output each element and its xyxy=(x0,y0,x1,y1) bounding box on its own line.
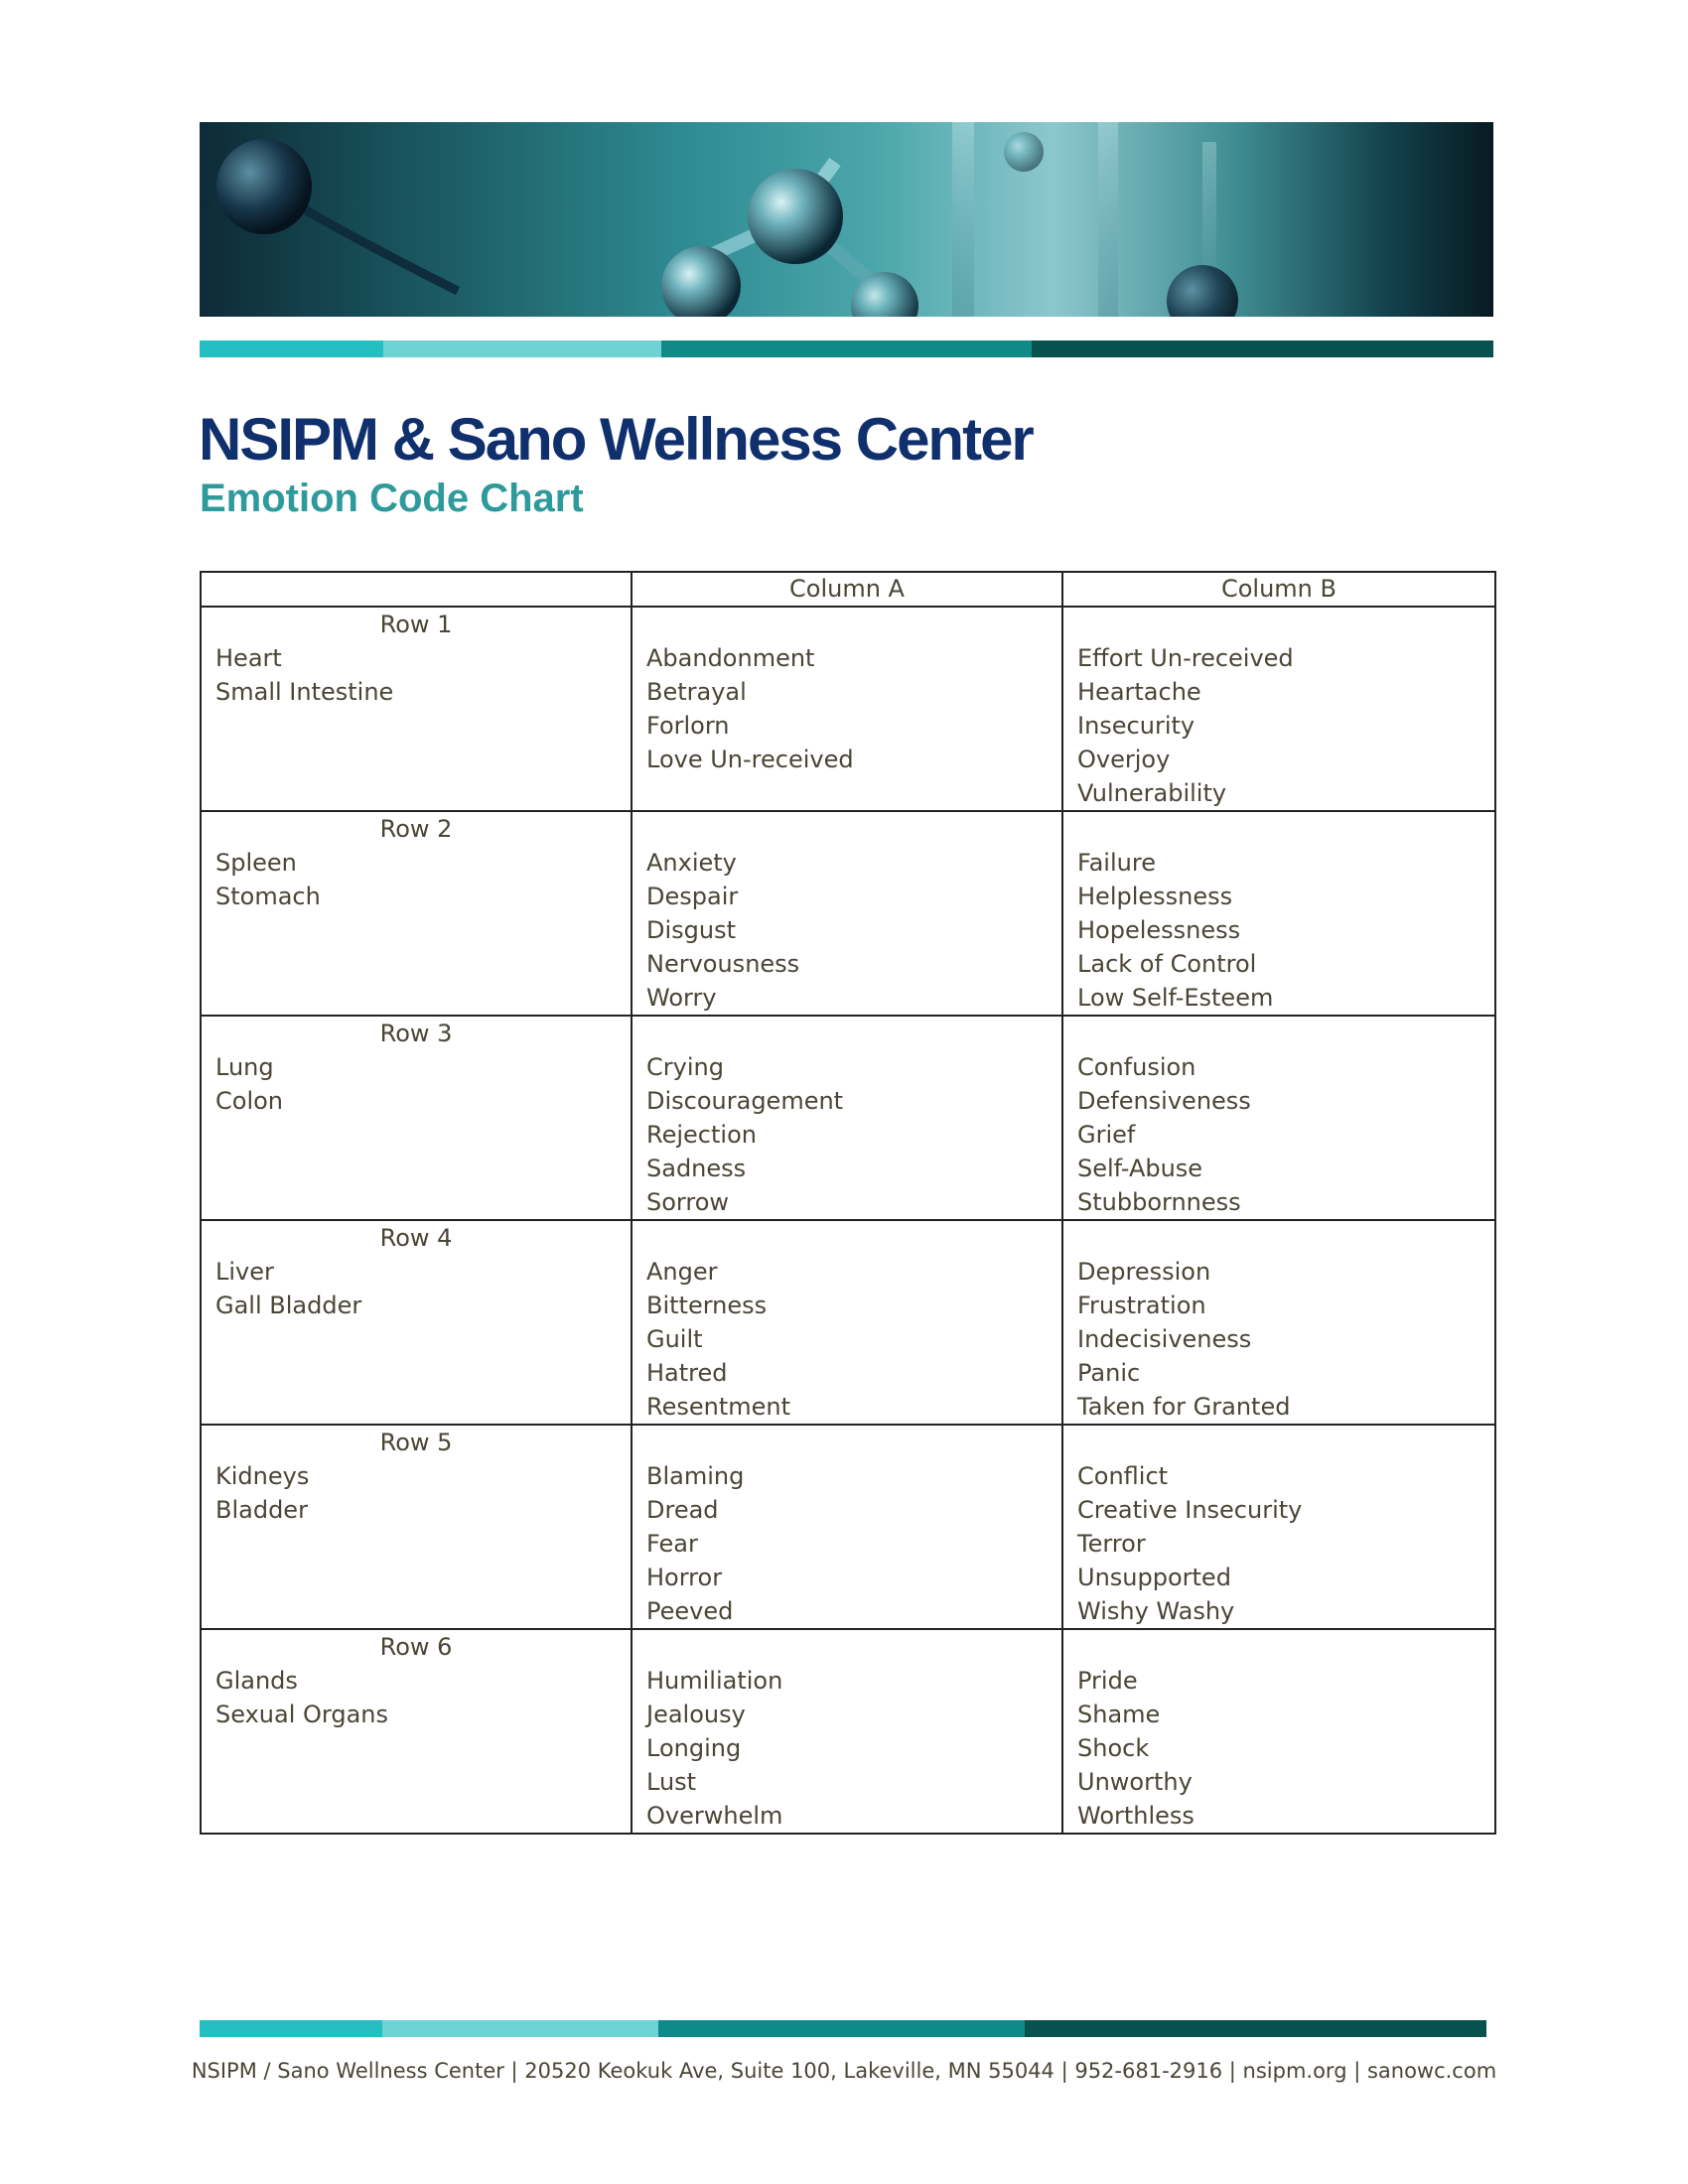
emotion-item: Horror xyxy=(646,1564,723,1591)
row-label: Row 1 xyxy=(379,611,453,638)
organ-cell xyxy=(201,1016,632,1220)
emotion-list xyxy=(646,1664,1048,1833)
emotion-list xyxy=(1077,641,1480,810)
emotion-item: Lack of Control xyxy=(1077,950,1257,978)
column-a-cell xyxy=(632,607,1062,811)
emotion-list xyxy=(1077,1664,1480,1833)
emotion-item: Hopelessness xyxy=(1077,916,1241,944)
organ-list xyxy=(215,641,617,709)
organ-item: Heart xyxy=(215,644,282,672)
emotion-item: Sadness xyxy=(646,1155,747,1182)
organ-item: Small Intestine xyxy=(215,678,394,706)
organ-list xyxy=(215,1664,617,1731)
table-row xyxy=(201,1016,1495,1220)
organ-item: Liver xyxy=(215,1258,274,1286)
emotion-list xyxy=(1077,1050,1480,1219)
column-a-cell xyxy=(632,811,1062,1016)
column-b-cell xyxy=(1062,607,1495,811)
organ-item: Kidneys xyxy=(215,1462,310,1490)
emotion-item: Failure xyxy=(1077,849,1156,877)
emotion-item: Helplessness xyxy=(1077,883,1233,910)
row-label: Row 2 xyxy=(379,815,453,843)
table-row xyxy=(201,811,1495,1016)
column-b-cell xyxy=(1062,1220,1495,1425)
emotion-item: Jealousy xyxy=(646,1701,746,1728)
row-label: Row 6 xyxy=(379,1633,453,1661)
column-a-cell xyxy=(632,1629,1062,1834)
emotion-item: Terror xyxy=(1077,1530,1146,1558)
emotion-code-table xyxy=(200,571,1496,1835)
emotion-item: Pride xyxy=(1077,1667,1138,1695)
emotion-item: Dread xyxy=(646,1496,719,1524)
organ-item: Gall Bladder xyxy=(215,1292,362,1319)
organ-cell xyxy=(201,607,632,811)
row-label: Row 4 xyxy=(379,1224,453,1252)
emotion-item: Longing xyxy=(646,1734,742,1762)
header-color-stripe xyxy=(200,341,1493,357)
emotion-item: Heartache xyxy=(1077,678,1201,706)
emotion-item: Bitterness xyxy=(646,1292,768,1319)
organ-item: Glands xyxy=(215,1667,298,1695)
column-b-cell xyxy=(1062,811,1495,1016)
emotion-item: Confusion xyxy=(1077,1053,1196,1081)
table-row xyxy=(201,1629,1495,1834)
emotion-list xyxy=(646,1255,1048,1424)
emotion-item: Self-Abuse xyxy=(1077,1155,1203,1182)
emotion-item: Indecisiveness xyxy=(1077,1325,1252,1353)
emotion-item: Lust xyxy=(646,1768,697,1796)
table-row xyxy=(201,1220,1495,1425)
emotion-item: Defensiveness xyxy=(1077,1087,1251,1115)
column-header: Column A xyxy=(632,572,1062,607)
header-banner-image xyxy=(200,122,1493,317)
emotion-item: Frustration xyxy=(1077,1292,1206,1319)
emotion-item: Stubbornness xyxy=(1077,1188,1241,1216)
emotion-item: Insecurity xyxy=(1077,712,1196,740)
emotion-list xyxy=(1077,1459,1480,1628)
emotion-item: Guilt xyxy=(646,1325,703,1353)
column-b-cell xyxy=(1062,1016,1495,1220)
emotion-item: Panic xyxy=(1077,1359,1141,1387)
emotion-item: Creative Insecurity xyxy=(1077,1496,1303,1524)
emotion-item: Betrayal xyxy=(646,678,747,706)
emotion-item: Sorrow xyxy=(646,1188,730,1216)
emotion-item: Shame xyxy=(1077,1701,1161,1728)
column-header: Column B xyxy=(1062,572,1495,607)
organ-cell xyxy=(201,1629,632,1834)
emotion-item: Unsupported xyxy=(1077,1564,1231,1591)
emotion-list xyxy=(1077,846,1480,1015)
organ-item: Lung xyxy=(215,1053,274,1081)
emotion-item: Humiliation xyxy=(646,1667,783,1695)
molecule-illustration xyxy=(200,122,1493,317)
column-header xyxy=(201,572,632,607)
page-title: NSIPM & Sano Wellness Center xyxy=(199,406,1033,473)
column-a-cell xyxy=(632,1220,1062,1425)
row-label: Row 5 xyxy=(379,1429,453,1456)
column-b-cell xyxy=(1062,1425,1495,1629)
emotion-item: Overwhelm xyxy=(646,1802,783,1830)
emotion-item: Conflict xyxy=(1077,1462,1169,1490)
table-row xyxy=(201,607,1495,811)
organ-list xyxy=(215,1255,617,1322)
emotion-list xyxy=(646,641,1048,776)
emotion-item: Depression xyxy=(1077,1258,1211,1286)
column-a-cell xyxy=(632,1425,1062,1629)
footer-contact-info: NSIPM / Sano Wellness Center | 20520 Keokuk Ave, Suite 100, Lakeville, MN 55044 | 952-681-2916 | nsipm.org | sanowc.com xyxy=(191,2059,1497,2083)
emotion-item: Taken for Granted xyxy=(1077,1393,1291,1421)
emotion-item: Despair xyxy=(646,883,739,910)
emotion-item: Effort Un-received xyxy=(1077,644,1294,672)
emotion-item: Forlorn xyxy=(646,712,730,740)
emotion-item: Hatred xyxy=(646,1359,728,1387)
emotion-item: Peeved xyxy=(646,1597,734,1625)
emotion-item: Abandonment xyxy=(646,644,815,672)
emotion-item: Wishy Washy xyxy=(1077,1597,1235,1625)
emotion-list xyxy=(646,846,1048,1015)
organ-item: Bladder xyxy=(215,1496,308,1524)
emotion-item: Overjoy xyxy=(1077,746,1171,773)
emotion-item: Crying xyxy=(646,1053,724,1081)
emotion-item: Fear xyxy=(646,1530,698,1558)
organ-cell xyxy=(201,1425,632,1629)
emotion-item: Blaming xyxy=(646,1462,745,1490)
emotion-item: Resentment xyxy=(646,1393,791,1421)
emotion-item: Worthless xyxy=(1077,1802,1195,1830)
emotion-item: Shock xyxy=(1077,1734,1150,1762)
organ-item: Sexual Organs xyxy=(215,1701,388,1728)
emotion-item: Unworthy xyxy=(1077,1768,1193,1796)
emotion-list xyxy=(646,1459,1048,1628)
page-subtitle: Emotion Code Chart xyxy=(200,477,584,520)
organ-item: Spleen xyxy=(215,849,297,877)
organ-list xyxy=(215,1459,617,1527)
emotion-list xyxy=(646,1050,1048,1219)
emotion-item: Disgust xyxy=(646,916,737,944)
emotion-item: Vulnerability xyxy=(1077,779,1227,807)
emotion-item: Rejection xyxy=(646,1121,757,1149)
organ-cell xyxy=(201,1220,632,1425)
emotion-item: Nervousness xyxy=(646,950,800,978)
table-header-row xyxy=(201,572,1495,607)
organ-list xyxy=(215,846,617,913)
organ-item: Colon xyxy=(215,1087,284,1115)
emotion-item: Love Un-received xyxy=(646,746,854,773)
emotion-item: Grief xyxy=(1077,1121,1136,1149)
emotion-item: Discouragement xyxy=(646,1087,844,1115)
organ-cell xyxy=(201,811,632,1016)
emotion-item: Worry xyxy=(646,984,717,1012)
column-b-cell xyxy=(1062,1629,1495,1834)
emotion-item: Anger xyxy=(646,1258,718,1286)
footer-color-stripe xyxy=(200,2020,1486,2037)
emotion-item: Low Self-Esteem xyxy=(1077,984,1274,1012)
row-label: Row 3 xyxy=(379,1020,453,1047)
organ-list xyxy=(215,1050,617,1118)
table-row xyxy=(201,1425,1495,1629)
emotion-list xyxy=(1077,1255,1480,1424)
emotion-item: Anxiety xyxy=(646,849,737,877)
column-a-cell xyxy=(632,1016,1062,1220)
organ-item: Stomach xyxy=(215,883,321,910)
